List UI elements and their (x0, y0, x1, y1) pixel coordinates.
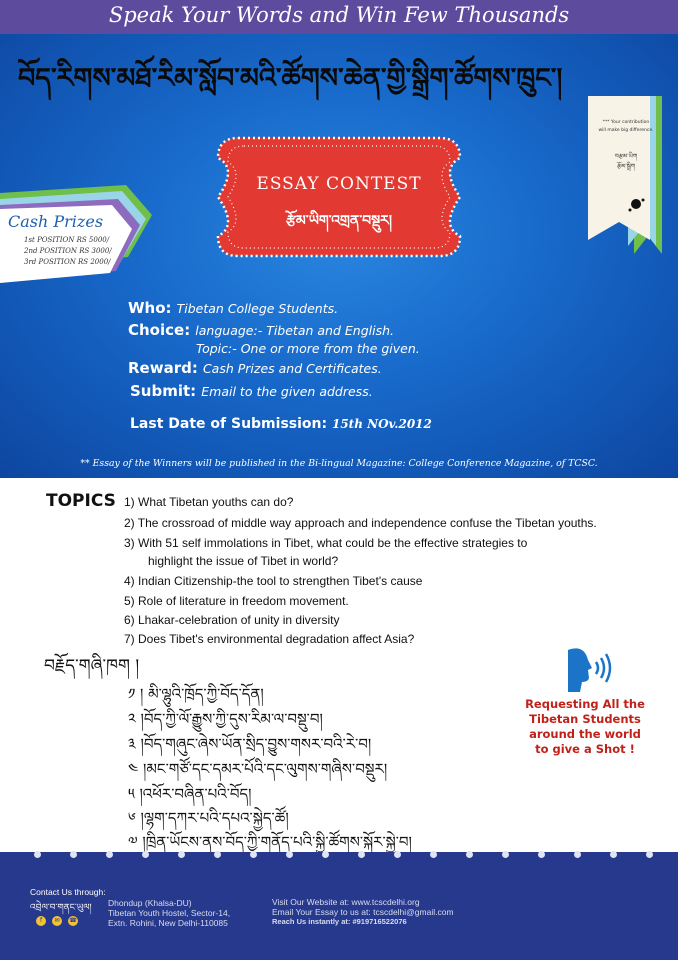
topic-item-3: 3) With 51 self immolations in Tibet, what could be the effective strategies to (124, 536, 528, 550)
reward-row (128, 358, 382, 377)
tibetan-title: བོད་རིགས་མཐོ་རིམ་སློབ་མའི་ཚོགས་ཆེན་གྱི་སྒྲིག་ཚོགས་ཁྲུང་། (18, 63, 563, 94)
request-line-1: Requesting All the (525, 697, 645, 711)
choice-row-2 (196, 338, 420, 357)
ribbon-tibetan-1: བརྩམ་ཡིག (614, 153, 638, 160)
address-line-2: Tibetan Youth Hostel, Sector-14, (108, 908, 231, 918)
who-label: Who: (128, 299, 172, 317)
tibetan-topic-7: ༧ །ཁྲིན་ཡོངས་ནས་བོད་ཀྱི་གནོད་པའི་སྐྱི་ཚོགས་སྐོར་སྐྱེ་བ། (128, 833, 412, 851)
tibetan-topic-3: ༣ །བོད་གཞུང་ཞེས་ཡོན་སྲིད་བྱུས་གསར་བའི་རེ་བ། (128, 735, 372, 753)
tibetan-topics-heading: བརྗོད་གཞི་ཁག ། (44, 656, 140, 676)
who-row (128, 298, 338, 317)
footer-dot (394, 851, 401, 858)
choice-label: Choice: (128, 321, 191, 339)
tibetan-topic-1: ༡ ། མི་ལྷུའི་ཁྲོད་ཀྱི་བོད་དོན། (128, 685, 264, 703)
request-message (520, 697, 650, 757)
choice-value-2: Topic:- One or more from the given. (196, 341, 420, 356)
website-link[interactable]: Visit Our Website at: www.tcscdelhi.org (272, 897, 420, 907)
footer-dot (250, 851, 257, 858)
tibetan-topic-4: ༤ །མང་གཙོ་དང་དམར་པོའི་དང་ལུགས་གཞིས་བསྡུར། (128, 760, 388, 778)
footer-dot (538, 851, 545, 858)
who-value: Tibetan College Students. (176, 301, 339, 316)
banner-text: Speak Your Words and Win Few Thousands (108, 3, 570, 27)
footer-dot (610, 851, 617, 858)
submit-label: Submit: (130, 382, 197, 400)
phone-number[interactable]: Reach Us instantly at: #919716522076 (272, 917, 407, 926)
email-link[interactable]: Email Your Essay to us at: tcscdelhi@gmail.com (272, 907, 454, 917)
topics-heading: TOPICS (46, 491, 116, 511)
choice-value-1: language:- Tibetan and English. (195, 323, 394, 338)
topic-item-3-cont: highlight the issue of Tibet in world? (148, 554, 339, 568)
footer-dot (502, 851, 509, 858)
last-date-label: Last Date of Submission: (130, 416, 328, 432)
footer-dot (214, 851, 221, 858)
tibetan-topic-2: ༢ །བོད་ཀྱི་ལོ་རྒྱུས་ཀྱི་དུས་རིམ་ལ་བསྡུ་བ། (128, 710, 323, 728)
phone-icon[interactable]: ☎ (69, 917, 77, 924)
reward-value: Cash Prizes and Certificates. (202, 361, 382, 376)
footer-dot (142, 851, 149, 858)
address-line-1: Dhondup (Khalsa-DU) (108, 898, 192, 908)
footer-dot (358, 851, 365, 858)
footer-dot (466, 851, 473, 858)
badge-title: ESSAY CONTEST (256, 174, 422, 194)
request-line-4: to give a Shot ! (535, 742, 635, 756)
email-icon[interactable]: ✉ (52, 916, 62, 926)
submit-row (130, 381, 373, 400)
contact-tibetan: འབྲེལ་བ་གནང་ཡུལ། (30, 903, 92, 913)
footer-dot (430, 851, 437, 858)
footer-dot (646, 851, 653, 858)
contact-title: Contact Us through: (30, 887, 106, 897)
speaking-head-icon (562, 646, 612, 694)
cash-line-1: 1st POSITION RS 5000/ (24, 236, 110, 244)
topic-item-1: 1) What Tibetan youths can do? (124, 495, 294, 509)
footer-dot (34, 851, 41, 858)
badge-tibetan: རྩོམ་ཡིག་འགྲན་བསྡུར། (285, 213, 393, 229)
ribbon-tibetan-2: རྩོམ་སྒྲིག (616, 163, 635, 170)
footer-dot (286, 851, 293, 858)
tibetan-topic-5: ༥ །འཕོར་བཞིན་པའི་བོད། (128, 785, 252, 803)
winners-note: ** Essay of the Winners will be published in the Bi-lingual Magazine: College Conference Magazine, of TCSC. (80, 458, 598, 469)
footer-dot (70, 851, 77, 858)
footer-dot (322, 851, 329, 858)
last-date-value: 15th NOv.2012 (331, 417, 432, 431)
topic-item-6: 6) Lhakar-celebration of unity in diversity (124, 613, 340, 627)
submit-value: Email to the given address. (201, 384, 373, 399)
cash-line-3: 3rd POSITION RS 2000/ (24, 258, 111, 266)
essay-contest-badge (208, 128, 470, 266)
facebook-icon[interactable]: f (36, 916, 46, 926)
topic-item-2: 2) The crossroad of middle way approach and independence confuse the Tibetan youths. (124, 516, 597, 530)
address-line-3: Extn. Rohini, New Delhi-110085 (108, 918, 228, 928)
footer-dot (106, 851, 113, 858)
footer-dot (178, 851, 185, 858)
topic-item-7: 7) Does Tibet's environmental degradation affect Asia? (124, 632, 415, 646)
ribbon-text-1: *** Your contribution (602, 120, 650, 125)
tibetan-topic-6: ༦ །ལྷག་དཀར་པའི་དཔའ་སྐྱེད་ཚོ། (128, 809, 289, 827)
topic-item-5: 5) Role of literature in freedom movement. (124, 594, 349, 608)
topic-item-4: 4) Indian Citizenship-the tool to strengthen Tibet's cause (124, 574, 423, 588)
request-line-2: Tibetan Students (529, 712, 641, 726)
ribbon-text-2: will make big difference. (598, 128, 654, 133)
footer-dot (574, 851, 581, 858)
request-line-3: around the world (529, 727, 641, 741)
reward-label: Reward: (128, 359, 198, 377)
choice-row (128, 320, 394, 339)
cash-line-2: 2nd POSITION RS 3000/ (24, 247, 112, 255)
cash-prizes-title: Cash Prizes (8, 212, 104, 231)
last-date-row (130, 416, 432, 432)
